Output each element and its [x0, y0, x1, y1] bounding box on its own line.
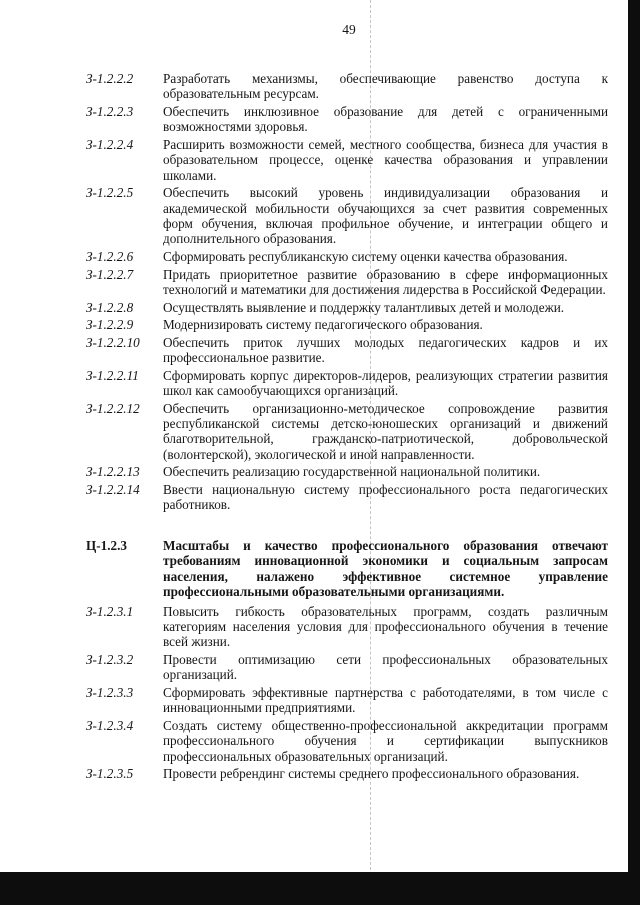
task-item: [86, 652, 608, 683]
task-code: З-1.2.2.9: [86, 317, 134, 333]
task-code: З-1.2.2.6: [86, 248, 134, 264]
task-text: Сформировать корпус директоров-лидеров, реализующих стратегии развития школ как самообучающихся организаций.: [163, 367, 608, 399]
task-text: Обеспечить высокий уровень индивидуализации образования и академической мобильности обучающихся за счет развития современных форм обучения, включая профильное обучение, и интеграции общего и дополнительного образования.: [163, 185, 608, 247]
task-code: З-1.2.2.13: [86, 464, 140, 480]
task-code: З-1.2.3.3: [86, 684, 134, 700]
task-code: З-1.2.2.7: [86, 266, 134, 282]
task-code: З-1.2.2.5: [86, 185, 134, 201]
task-code: З-1.2.2.2: [86, 71, 134, 86]
task-code: З-1.2.2.10: [86, 334, 140, 350]
task-list-1-2-3: [86, 604, 608, 782]
task-code: З-1.2.2.11: [86, 367, 139, 383]
task-text: Обеспечить инклюзивное образование для детей с ограниченными возможностями здоровья.: [163, 103, 608, 135]
task-text: Осуществлять выявление и поддержку талантливых детей и молодежи.: [163, 299, 565, 315]
task-item: [86, 685, 608, 716]
goal-text: Масштабы и качество профессионального образования отвечают требованиям инновационной экономики и социальным запросам населения, налажено эффективное системное управление профессиональными образовательными организациями.: [163, 537, 608, 600]
task-code: З-1.2.2.8: [86, 299, 134, 315]
task-text: Расширить возможности семей, местного сообщества, бизнеса для участия в образовательном процессе, оценке качества образования и управлении школами.: [163, 136, 608, 183]
task-item: [86, 267, 608, 298]
task-text: Придать приоритетное развитие образованию в сфере информационных технологий и математики для достижения лидерства в Российской Федерации.: [163, 266, 608, 297]
task-code: З-1.2.2.12: [86, 400, 140, 416]
task-text: Создать систему общественно-профессиональной аккредитации программ профессионального обучения и сертификации выпускников профессиональных образовательных организаций.: [163, 717, 608, 764]
task-item: [86, 718, 608, 764]
task-item: [86, 401, 608, 462]
task-text: Сформировать эффективные партнерства с работодателями, в том числе с инновационными предприятиями.: [163, 684, 608, 716]
goal-heading: [86, 538, 608, 600]
task-code: З-1.2.2.4: [86, 136, 134, 152]
task-item: [86, 766, 608, 781]
task-item: [86, 104, 608, 135]
task-item: [86, 335, 608, 366]
scan-border-bottom: [0, 872, 640, 905]
task-item: [86, 368, 608, 399]
page-number: 49: [342, 22, 356, 37]
task-text: Повысить гибкость образовательных программ, создать различным категориям населения условия для профессионального обучения в течение всей жизни.: [163, 603, 608, 650]
task-item: [86, 71, 608, 102]
task-code: З-1.2.2.14: [86, 482, 140, 498]
task-text: Разработать механизмы, обеспечивающие равенство доступа к образовательным ресурсам.: [163, 71, 608, 102]
task-list-1-2-2: [86, 71, 608, 513]
task-code: З-1.2.3.1: [86, 603, 134, 619]
task-text: Модернизировать систему педагогического образования.: [163, 317, 483, 333]
task-item: [86, 185, 608, 246]
task-code: З-1.2.3.5: [86, 766, 134, 782]
task-item: [86, 482, 608, 513]
goal-code: Ц-1.2.3: [86, 537, 128, 553]
task-text: Провести ребрендинг системы среднего профессионального образования.: [163, 766, 580, 782]
task-code: З-1.2.3.2: [86, 651, 134, 667]
task-item: [86, 137, 608, 183]
task-code: З-1.2.2.3: [86, 103, 134, 119]
task-item: [86, 604, 608, 650]
task-text: Обеспечить реализацию государственной национальной политики.: [163, 464, 541, 480]
task-item: [86, 249, 608, 264]
task-item: [86, 317, 608, 332]
task-text: Сформировать республиканскую систему оценки качества образования.: [163, 248, 568, 264]
task-text: Ввести национальную систему профессионального роста педагогических работников.: [163, 482, 608, 513]
task-code: З-1.2.3.4: [86, 717, 134, 733]
task-item: [86, 300, 608, 315]
task-text: Обеспечить организационно-методическое сопровождение развития республиканской системы детско-юношеских организаций и движений благотворительной, гражданско-патриотической, добровольческой (волонтерской), экологической и иной направленности.: [163, 400, 608, 462]
task-text: Провести оптимизацию сети профессиональных образовательных организаций.: [163, 651, 608, 683]
document-body: [86, 71, 608, 784]
scan-border-right: [628, 0, 640, 905]
task-item: [86, 464, 608, 479]
task-text: Обеспечить приток лучших молодых педагогических кадров и их профессиональное развитие.: [163, 334, 608, 366]
